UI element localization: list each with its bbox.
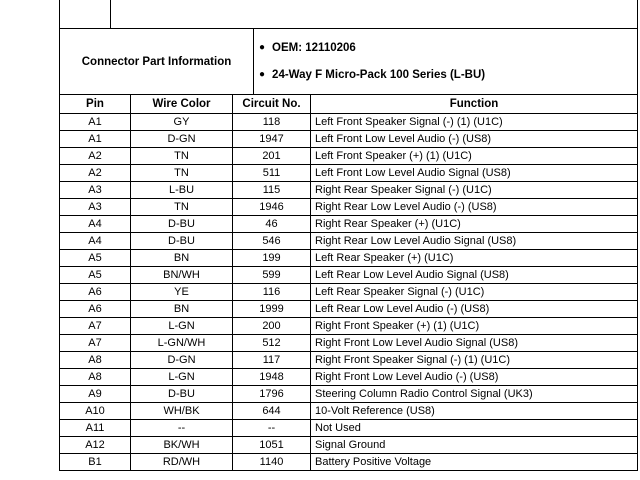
pin-cell: B1 [60,454,131,471]
column-header-circuit: Circuit No. [233,95,311,114]
pin-cell: A3 [60,182,131,199]
pin-cell: A8 [60,369,131,386]
circuit-no-cell: 1946 [233,199,311,216]
connector-info-table [59,28,638,95]
table-row [60,233,638,250]
function-cell: Left Rear Speaker Signal (-) (U1C) [311,284,638,301]
table-row [60,318,638,335]
table-row [60,199,638,216]
pin-cell: A4 [60,233,131,250]
wire-color-cell: WH/BK [131,403,233,420]
circuit-no-cell: 1999 [233,301,311,318]
wire-color-cell: L-BU [131,182,233,199]
function-cell: Right Front Low Level Audio Signal (US8) [311,335,638,352]
pin-table-body [60,114,638,471]
function-cell: Right Rear Speaker Signal (-) (U1C) [311,182,638,199]
wire-color-cell: D-BU [131,386,233,403]
wire-color-cell: TN [131,165,233,182]
circuit-no-cell: 115 [233,182,311,199]
wire-color-cell: YE [131,284,233,301]
circuit-no-cell: 546 [233,233,311,250]
table-row [60,437,638,454]
table-row [60,267,638,284]
function-cell: Left Front Low Level Audio Signal (US8) [311,165,638,182]
pin-cell: A5 [60,267,131,284]
wire-color-cell: TN [131,148,233,165]
wire-color-cell: L-GN [131,318,233,335]
column-header-pin: Pin [60,95,131,114]
table-row [60,403,638,420]
series-line [259,69,637,81]
function-cell: Battery Positive Voltage [311,454,638,471]
wire-color-cell: RD/WH [131,454,233,471]
function-cell: Left Front Low Level Audio (-) (US8) [311,131,638,148]
pin-cell: A7 [60,335,131,352]
connector-info-details [254,29,638,95]
wire-color-cell: D-BU [131,233,233,250]
table-row [60,148,638,165]
wire-color-cell: BN [131,301,233,318]
pin-cell: A5 [60,250,131,267]
circuit-no-cell: 1947 [233,131,311,148]
table-row [60,386,638,403]
connector-info-label: Connector Part Information [60,29,254,95]
pin-cell: A4 [60,216,131,233]
partial-cell-right [111,0,638,29]
wire-color-cell: D-GN [131,352,233,369]
table-row [60,165,638,182]
pin-cell: A9 [60,386,131,403]
function-cell: Left Front Speaker (+) (1) (U1C) [311,148,638,165]
circuit-no-cell: 117 [233,352,311,369]
oem-text: OEM: 12110206 [272,42,356,54]
pin-cell: A10 [60,403,131,420]
circuit-no-cell: 201 [233,148,311,165]
wire-color-cell: D-GN [131,131,233,148]
pin-cell: A12 [60,437,131,454]
table-row [60,420,638,437]
pin-cell: A1 [60,131,131,148]
function-cell: Right Front Low Level Audio (-) (US8) [311,369,638,386]
table-row [60,114,638,131]
circuit-no-cell: 644 [233,403,311,420]
oem-line [259,42,637,54]
circuit-no-cell: 512 [233,335,311,352]
wire-color-cell: BN [131,250,233,267]
function-cell: Right Front Speaker (+) (1) (U1C) [311,318,638,335]
column-header-row [60,95,638,114]
bullet-icon: ● [259,69,266,80]
circuit-no-cell: 199 [233,250,311,267]
table-row [60,301,638,318]
pin-cell: A1 [60,114,131,131]
function-cell: 10-Volt Reference (US8) [311,403,638,420]
function-cell: Left Rear Low Level Audio Signal (US8) [311,267,638,284]
pin-cell: A8 [60,352,131,369]
function-cell: Left Rear Low Level Audio (-) (US8) [311,301,638,318]
column-header-wire: Wire Color [131,95,233,114]
pin-cell: A3 [60,199,131,216]
circuit-no-cell: 1948 [233,369,311,386]
wire-color-cell: L-GN [131,369,233,386]
wire-color-cell: BK/WH [131,437,233,454]
partial-cell-left [60,0,111,29]
circuit-no-cell: 1051 [233,437,311,454]
wire-color-cell: GY [131,114,233,131]
bullet-icon: ● [259,42,266,53]
pin-cell: A7 [60,318,131,335]
pin-cell: A6 [60,301,131,318]
table-row [60,182,638,199]
circuit-no-cell: 1140 [233,454,311,471]
partial-top-table [59,0,638,29]
function-cell: Right Front Speaker Signal (-) (1) (U1C) [311,352,638,369]
table-row [60,284,638,301]
table-row [60,369,638,386]
circuit-no-cell: 599 [233,267,311,284]
wire-color-cell: TN [131,199,233,216]
circuit-no-cell: 200 [233,318,311,335]
pin-cell: A11 [60,420,131,437]
pin-table [59,94,638,471]
pin-cell: A6 [60,284,131,301]
pin-cell: A2 [60,165,131,182]
circuit-no-cell: -- [233,420,311,437]
function-cell: Left Rear Speaker (+) (U1C) [311,250,638,267]
function-cell: Steering Column Radio Control Signal (UK3) [311,386,638,403]
function-cell: Signal Ground [311,437,638,454]
wire-color-cell: BN/WH [131,267,233,284]
table-row [60,216,638,233]
function-cell: Not Used [311,420,638,437]
function-cell: Right Rear Low Level Audio Signal (US8) [311,233,638,250]
table-row [60,250,638,267]
table-row [60,454,638,471]
circuit-no-cell: 46 [233,216,311,233]
wire-color-cell: L-GN/WH [131,335,233,352]
circuit-no-cell: 118 [233,114,311,131]
circuit-no-cell: 1796 [233,386,311,403]
series-text: 24-Way F Micro-Pack 100 Series (L-BU) [272,69,486,81]
pin-cell: A2 [60,148,131,165]
partial-row [60,0,638,29]
function-cell: Right Rear Low Level Audio (-) (US8) [311,199,638,216]
column-header-function: Function [311,95,638,114]
circuit-no-cell: 511 [233,165,311,182]
function-cell: Right Rear Speaker (+) (U1C) [311,216,638,233]
wire-color-cell: -- [131,420,233,437]
table-row [60,131,638,148]
table-row [60,352,638,369]
function-cell: Left Front Speaker Signal (-) (1) (U1C) [311,114,638,131]
table-row [60,335,638,352]
connector-info-row [60,29,638,95]
circuit-no-cell: 116 [233,284,311,301]
wire-color-cell: D-BU [131,216,233,233]
